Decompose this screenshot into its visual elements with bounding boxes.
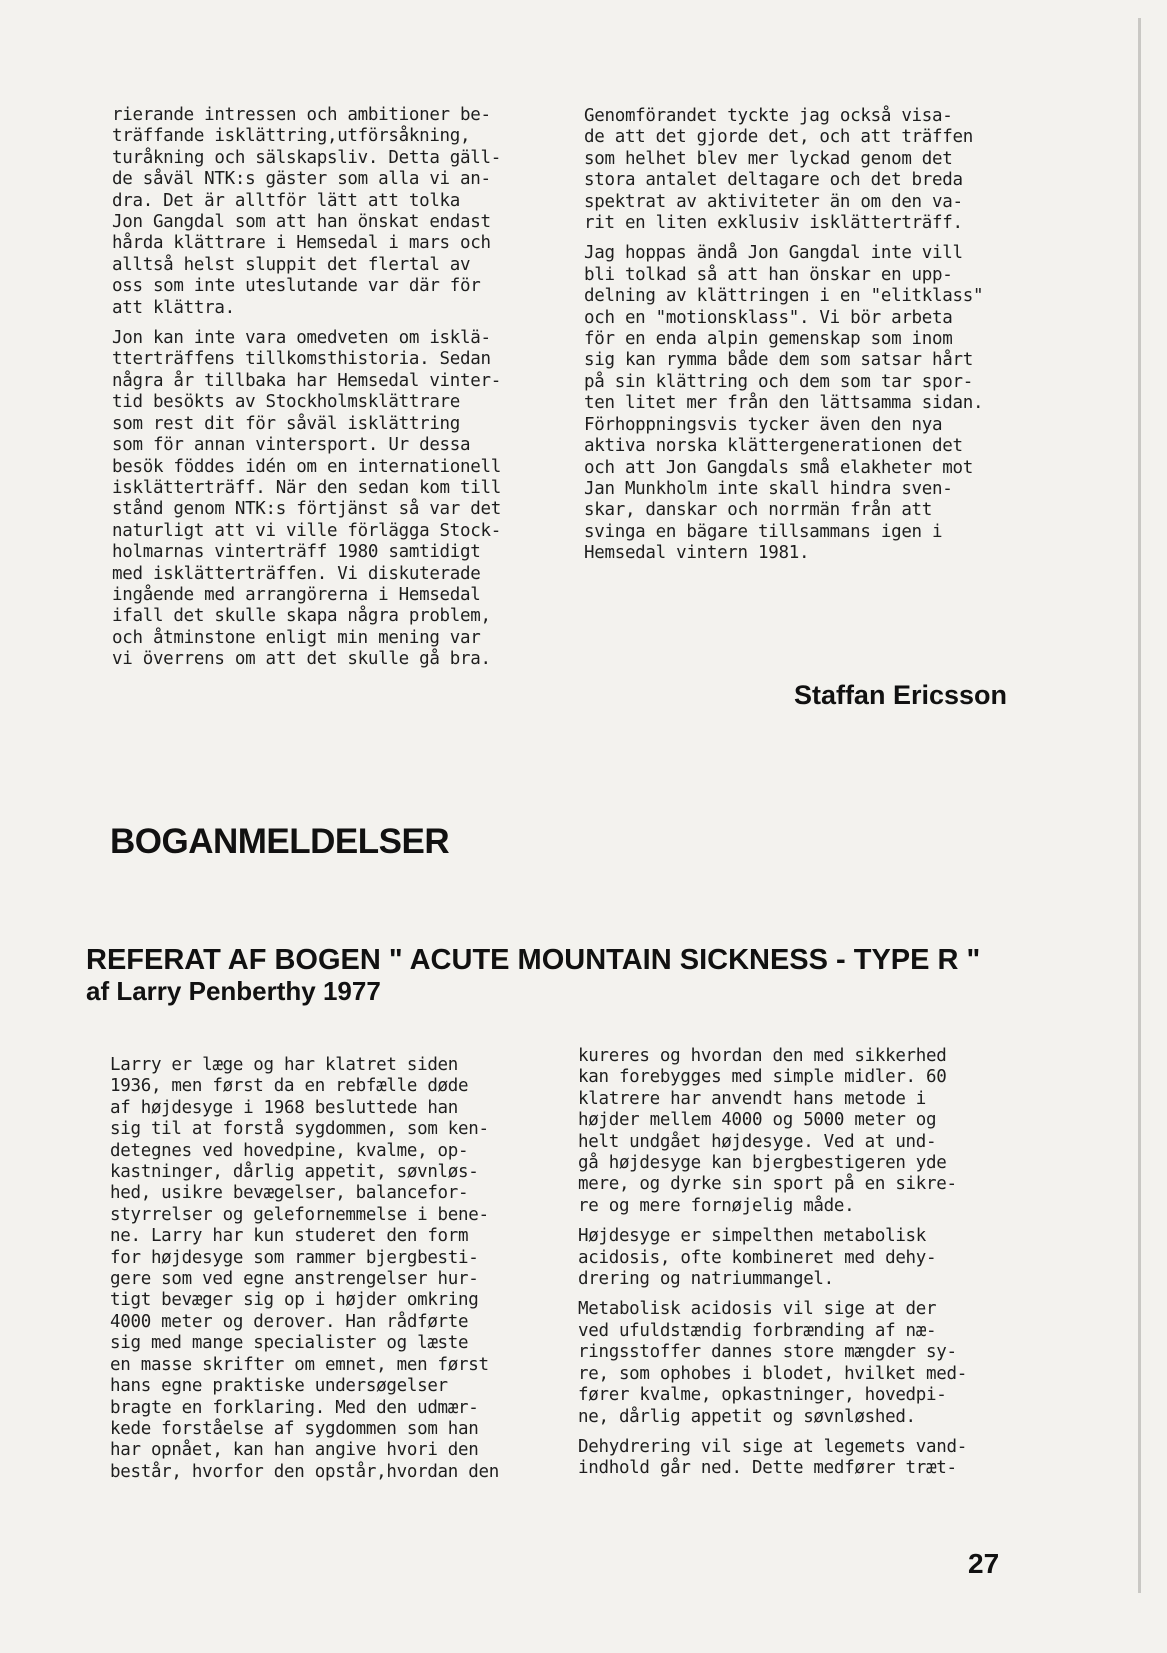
paragraph: Jon kan inte vara omedveten om isklä- tterträffens tillkomsthistoria. Sedan några år tillbaka har Hemsedal vinter- tid besökts av Stockholmsklättrare som rest dit för såväl isklättring som för annan vintersport. Ur dessa besök föddes idén om en internationell isklätterträff. När den sedan kom till stånd genom NTK:s förtjänst så var det naturligt att vi ville förlägga Stock- holmarnas vinterträff 1980 samtidigt med isklätterträffen. Vi diskuterade ingående med arrangörerna i Hemsedal ifall det skulle skapa några problem, och åtminstone enligt min mening var vi överrens om att det skulle gå bra. [112, 328, 501, 670]
page-edge-line [1138, 18, 1141, 1593]
paragraph: Dehydrering vil sige at legemets vand- indhold går ned. Dette medfører træt- [578, 1436, 967, 1479]
paragraph: Genomförandet tyckte jag också visa- de att det gjorde det, och att träffen som helhet blev mer lyckad genom det stora antalet deltagare och det breda spektrat av aktiviteter än om den va- rit en liten exklusiv isklätterträff. [584, 106, 973, 234]
column-bottom-left [110, 1055, 555, 1492]
paragraph: rierande intressen och ambitioner be- träffande isklättring,utförsåkning, turåkning och sälskapsliv. Detta gäll- de såväl NTK:s gäster som alla vi an- dra. Det är alltför lätt att tolka Jon Gangdal som att han önskat endast hårda klättrare i Hemsedal i mars och alltså helst sluppit det flertal av oss som inte uteslutande var där för att klättra. [112, 105, 501, 318]
column-bottom-right [578, 1046, 1026, 1489]
column-top-left [112, 105, 547, 680]
paragraph: Jag hoppas ändå Jon Gangdal inte vill bli tolkad så att han önskar en upp- delning av klättringen i en "elitklass" och en "motionsklass". Vi bör arbeta för en enda alpin gemenskap som inom sig kan rymma både dem som satsar hårt på sin klättring och dem som tar spor- ten litet mer från den lättsamma sidan. Förhoppningsvis tycker även den nya aktiva norska klättergenerationen det och att Jon Gangdals små elakheter mot Jan Munkholm inte skall hindra sven- skar, danskar och norrmän från att svinga en bägare tillsammans igen i Hemsedal vintern 1981. [584, 243, 984, 564]
author-signature: Staffan Ericsson [793, 680, 1007, 710]
paragraph: Metabolisk acidosis vil sige at der ved ufuldstændig forbrænding af næ- ringsstoffer dannes store mængder sy- re, som ophobes i blodet, hvilket med- fører kvalme, opkastninger, hovedpi- ne, dårlig appetit og søvnløshed. [578, 1299, 967, 1427]
paragraph: Højdesyge er simpelthen metabolisk acidosis, ofte kombineret med dehy- drering og natriummangel. [578, 1226, 937, 1290]
paragraph: kureres og hvordan den med sikkerhed kan forebygges med simple midler. 60 klatrere har anvendt hans metode i højder mellem 4000 og 5000 meter og helt undgået højdesyge. Ved at und- gå højdesyge kan bjergbestigeren yde mere, og dyrke sin sport på en sikre- re og mere fornøjelig måde. [578, 1046, 957, 1216]
page-number: 27 [968, 1548, 1000, 1579]
article-title: REFERAT AF BOGEN " ACUTE MOUNTAIN SICKNESS - TYPE R " [86, 944, 981, 976]
article-subtitle: af Larry Penberthy 1977 [86, 976, 381, 1006]
section-heading: BOGANMELDELSER [110, 822, 450, 861]
paragraph: Larry er læge og har klatret siden 1936, men først da en rebfælle døde af højdesyge i 1968 besluttede han sig til at forstå sygdommen, som ken- detegnes ved hovedpine, kvalme, op- kastninger, dårlig appetit, søvnløs- hed, usikre bevægelser, balancefor- styrrelser og gelefornemmelse i bene- ne. Larry har kun studeret den form for højdesyge som rammer bjergbesti- gere som ved egne anstrengelser hur- tigt bevæger sig op i højder omkring 4000 meter og derover. Han rådførte sig med mange specialister og læste en masse skrifter om emnet, men først hans egne praktiske undersøgelser bragte en forklaring. Med den udmær- kede forståelse af sygdommen som han har opnået, kan han angive hvori den består, hvorfor den opstår,hvordan den [110, 1055, 499, 1482]
column-top-right [584, 106, 1024, 574]
